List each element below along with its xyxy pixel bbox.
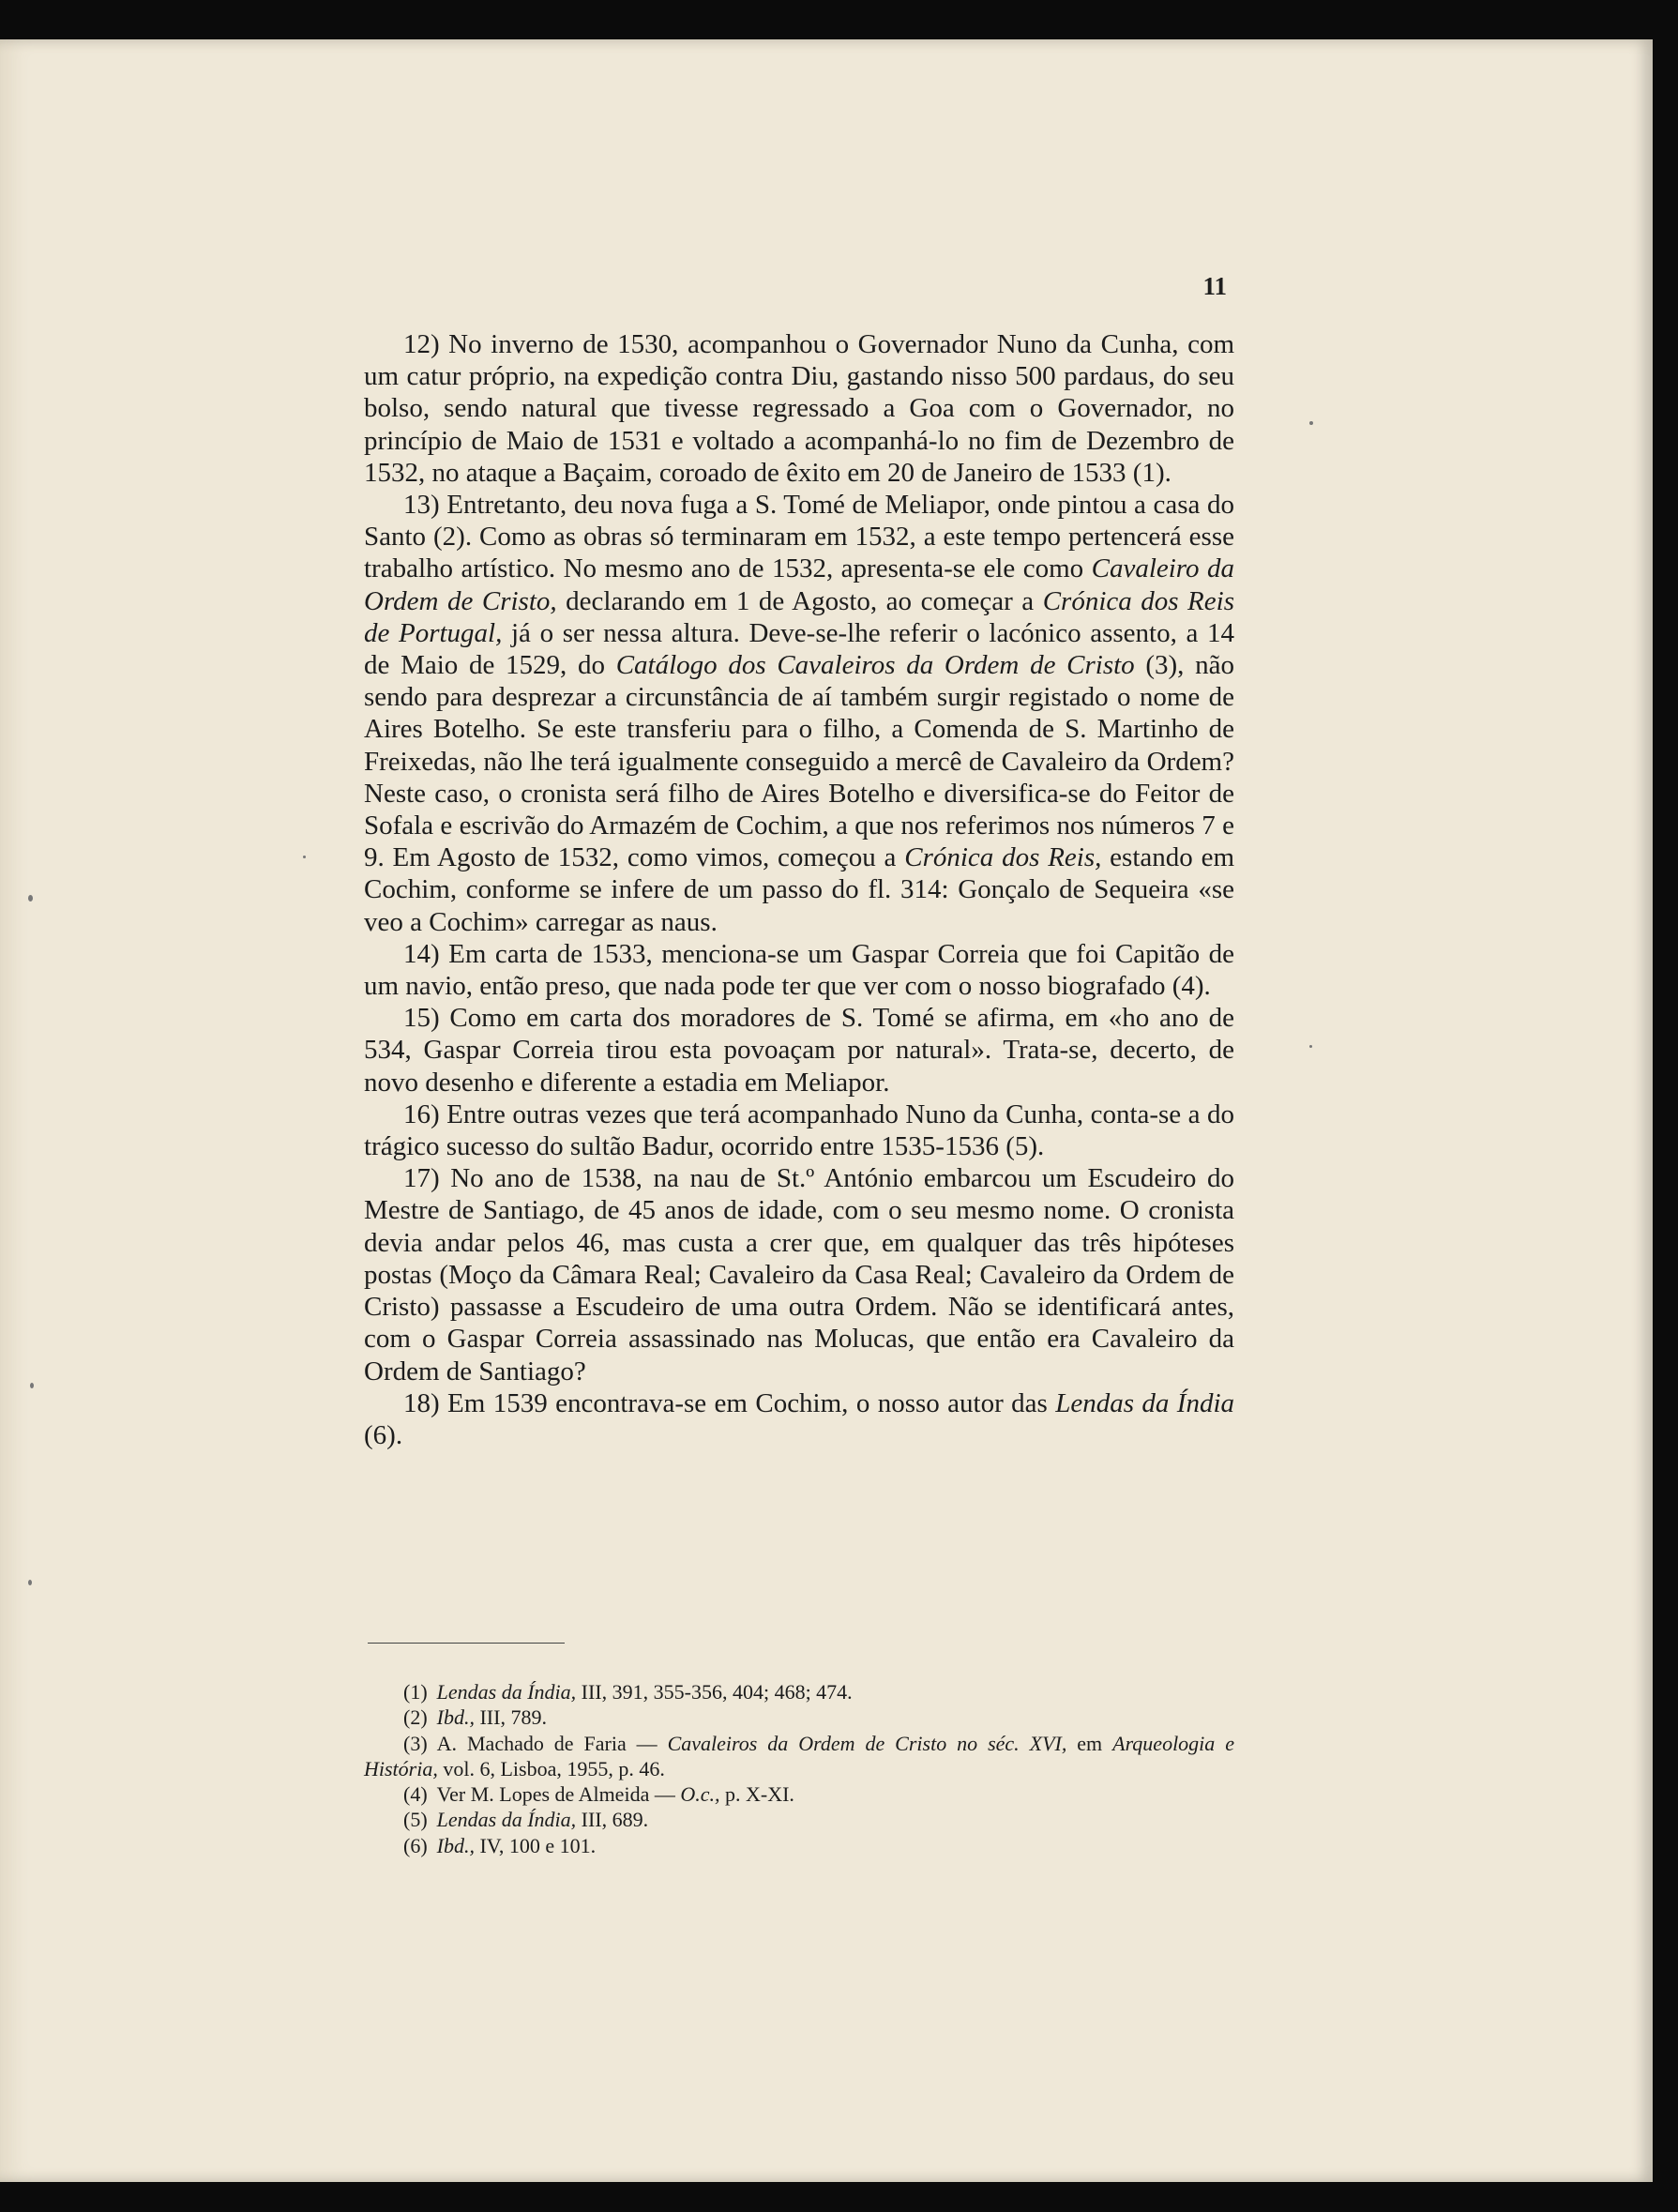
italic-text-run: Cavaleiro da Ordem de Cristo, [364, 553, 1234, 616]
footnote-number: (1) [403, 1680, 428, 1704]
footnote-number: (5) [403, 1808, 428, 1832]
text-run: em [1066, 1731, 1113, 1755]
footnote-number: (3) [403, 1731, 428, 1755]
binding-mark [30, 1383, 34, 1388]
italic-text-run: Lendas da Índia [1055, 1387, 1235, 1418]
text-run: A. Machado de Faria — [436, 1731, 668, 1755]
footnote-1 [364, 1679, 1234, 1704]
footnote-number: (4) [403, 1782, 428, 1807]
italic-text-run: Cavaleiros da Ordem de Cristo no séc. XVI, [667, 1731, 1067, 1755]
footnote-5 [364, 1807, 1234, 1832]
italic-text-run: Lendas da Índia, [436, 1808, 577, 1832]
paragraph-15 [364, 1002, 1234, 1098]
italic-text-run: O.c., [680, 1782, 720, 1807]
footnotes [364, 1679, 1234, 1858]
paper-speck [1309, 421, 1313, 425]
text-run: III, 789. [474, 1705, 547, 1730]
page-number: 11 [1202, 272, 1227, 300]
paragraph-14 [364, 938, 1234, 1002]
text-run: III, 689. [576, 1808, 649, 1832]
paper-speck [1309, 1045, 1312, 1048]
footnote-number: (2) [403, 1705, 428, 1730]
italic-text-run: Crónica dos Reis de Portugal, [364, 585, 1234, 648]
paper-speck [303, 856, 306, 858]
paragraph-16 [364, 1098, 1234, 1162]
text-run: 12) No inverno de 1530, acompanhou o Governador Nuno da Cunha, com um catur próprio, na expedição contra Diu, gastando nisso 500 pardaus, do seu bolso, sendo natural que tivesse regressado a Goa com o Governador, no princípio de Maio de 1531 e voltado a acompanhá-lo no fim de Dezembro de 1532, no ataque a Baçaim, coroado de êxito em 20 de Janeiro de 1533 (1). [364, 329, 1234, 488]
text-run: p. X-XI. [719, 1782, 794, 1807]
text-run: Ver M. Lopes de Almeida — [436, 1782, 681, 1807]
footnote-number: (6) [403, 1833, 428, 1857]
footnote-6 [364, 1833, 1234, 1858]
text-run: já o ser nessa altura. Deve-se-lhe referir o lacónico assento, a 14 de Maio de 1529, do [364, 617, 1234, 681]
footnote-separator [368, 1643, 565, 1644]
binding-mark [28, 895, 33, 901]
text-run: estando em Cochim, conforme se infere de um passo do fl. 314: Gonçalo de Sequeira «se veo a Cochim» carregar as naus. [364, 842, 1235, 937]
text-run: 16) Entre outras vezes que terá acompanhado Nuno da Cunha, conta-se a do trágico sucesso do sultão Badur, ocorrido entre 1535-1536 (5). [364, 1098, 1234, 1162]
text-run: 15) Como em carta dos moradores de S. Tomé se afirma, em «ho ano de 534, Gaspar Correia tirou esta povoaçam por natural». Trata-se, decerto, de novo desenho e diferente a estadia em Meliapor. [364, 1003, 1234, 1098]
italic-text-run: Ibd., [436, 1705, 475, 1730]
paragraph-18 [364, 1387, 1234, 1451]
italic-text-run: Arqueologia e História, [364, 1731, 1235, 1780]
footnote-3 [364, 1731, 1234, 1782]
book-page [0, 39, 1653, 2182]
italic-text-run: Ibd., [436, 1833, 475, 1857]
paragraph-13 [364, 489, 1234, 938]
paragraph-17 [364, 1162, 1234, 1386]
italic-text-run: Crónica dos Reis, [904, 842, 1102, 873]
text-run: 17) No ano de 1538, na nau de St.º António embarcou um Escudeiro do Mestre de Santiago, de 45 anos de idade, com o seu mesmo nome. O cronista devia andar pelos 46, mas custa a crer que, em qualquer das três hipóteses postas (Moço da Câmara Real; Cavaleiro da Casa Real; Cavaleiro da Ordem de Cristo) passasse a Escudeiro de uma outra Ordem. Não se identificará antes, com o Gaspar Correia assassinado nas Molucas, que então era Cavaleiro da Ordem de Santiago? [364, 1163, 1234, 1386]
binding-mark [28, 1580, 32, 1585]
text-run: vol. 6, Lisboa, 1955, p. 46. [437, 1756, 665, 1780]
text-run: IV, 100 e 101. [474, 1833, 597, 1857]
text-run: III, 391, 355-356, 404; 468; 474. [576, 1680, 853, 1704]
footnote-4 [364, 1781, 1234, 1807]
text-run: declarando em 1 de Agosto, ao começar a [556, 585, 1043, 616]
text-run: 13) Entretanto, deu nova fuga a S. Tomé de Meliapor, onde pintou a casa do Santo (2). Como as obras só terminaram em 1532, a este tempo pertencerá esse trabalho artístico. No mesmo ano de 1532, apresenta-se ele como [364, 490, 1234, 584]
italic-text-run: Lendas da Índia, [436, 1680, 577, 1704]
text-run: (3), não sendo para desprezar a circunstância de aí também surgir registado o nome de Aires Botelho. Se este transferiu para o filho, a Comenda de S. Martinho de Freixedas, não lhe terá igualmente conseguido a mercê de Cavaleiro da Ordem? Neste caso, o cronista será filho de Aires Botelho e diversifica-se do Feitor de Sofala e escrivão do Armazém de Cochim, a que nos referimos nos números 7 e 9. Em Agosto de 1532, como vimos, começou a [364, 650, 1234, 873]
footnote-2 [364, 1704, 1234, 1730]
paragraph-12 [364, 328, 1234, 489]
text-run: 18) Em 1539 encontrava-se em Cochim, o nosso autor das [403, 1387, 1056, 1418]
body-text [364, 328, 1234, 1451]
italic-text-run: Catálogo dos Cavaleiros da Ordem de Cristo [615, 650, 1135, 681]
text-run: (6). [364, 1419, 403, 1450]
text-run: 14) Em carta de 1533, menciona-se um Gaspar Correia que foi Capitão de um navio, então preso, que nada pode ter que ver com o nosso biografado (4). [364, 938, 1234, 1002]
